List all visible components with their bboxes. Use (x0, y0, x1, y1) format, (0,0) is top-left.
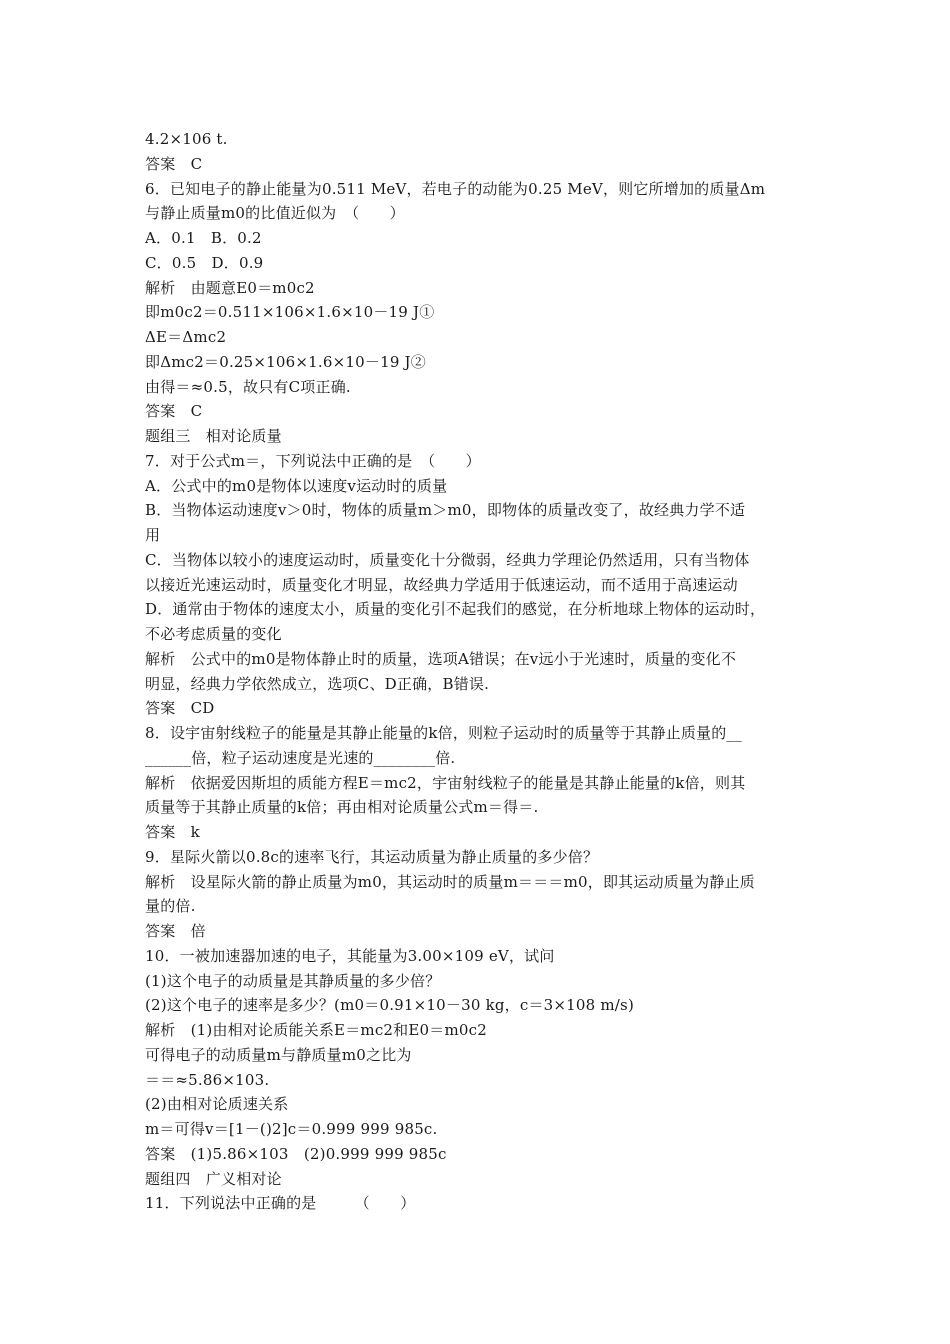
question-6-line-1: 6．已知电子的静止能量为0.511 MeV，若电子的动能为0.25 MeV，则它所增加的质量Δm (145, 179, 766, 198)
analysis-line: 即Δmc2＝0.25×106×1.6×10－19 J② (145, 352, 426, 371)
text-line: 4.2×106 t. (145, 130, 228, 148)
analysis-line: 明显，经典力学依然成立，选项C、D正确，B错误. (145, 674, 490, 693)
analysis-line: ＝＝≈5.86×103. (145, 1070, 270, 1089)
question-7-line: 7．对于公式m＝，下列说法中正确的是 （ ） (145, 451, 481, 470)
analysis-line: 解析 由题意E0＝m0c2 (145, 278, 315, 297)
answer-line: 答案 CD (145, 699, 215, 718)
question-10-line: (2)这个电子的速率是多少？(m0＝0.91×10－30 kg，c＝3×108 m/s) (145, 996, 635, 1015)
option-line: 以接近光速运动时，质量变化才明显，故经典力学适用于低速运动，而不适用于高速运动 (145, 575, 738, 594)
document-body (145, 127, 815, 1216)
analysis-line: (2)由相对论质速关系 (145, 1095, 289, 1114)
question-10-line: (1)这个电子的动质量是其静质量的多少倍？ (145, 971, 441, 990)
question-8-line: ______倍，粒子运动速度是光速的________倍. (145, 748, 456, 767)
answer-line: 答案 C (145, 402, 203, 421)
answer-line: 答案 倍 (145, 922, 206, 940)
analysis-line: m＝可得v＝[1－()2]c＝0.999 999 985c. (145, 1120, 438, 1138)
analysis-line: 质量等于其静止质量的k倍；再由相对论质量公式m＝得＝. (145, 798, 539, 817)
option-line: A．公式中的m0是物体以速度v运动时的质量 (145, 476, 448, 495)
option-line: D．通常由于物体的速度太小，质量的变化引不起我们的感觉，在分析地球上物体的运动时， (145, 600, 766, 619)
option-line: C．0.5 D．0.9 (145, 253, 264, 272)
analysis-line: 解析 (1)由相对论质能关系E＝mc2和E0＝m0c2 (145, 1021, 487, 1039)
analysis-line: 解析 设星际火箭的静止质量为m0，其运动时的质量m＝＝＝m0，即其运动质量为静止质 (145, 872, 755, 891)
analysis-line: 量的倍. (145, 897, 196, 916)
question-6-line-2: 与静止质量m0的比值近似为 （ ） (145, 204, 405, 223)
analysis-line: 由得＝≈0.5，故只有C项正确. (145, 377, 351, 396)
analysis-line: 即m0c2＝0.511×106×1.6×10－19 J① (145, 303, 435, 322)
question-9-line: 9．星际火箭以0.8c的速率飞行，其运动质量为静止质量的多少倍？ (145, 847, 599, 866)
section-heading: 题组四 广义相对论 (145, 1169, 282, 1188)
analysis-line: 解析 依据爱因斯坦的质能方程E＝mc2，宇宙射线粒子的能量是其静止能量的k倍，则其 (145, 773, 746, 792)
question-10-line: 10．一被加速器加速的电子，其能量为3.00×109 eV，试问 (145, 946, 555, 965)
option-line: C．当物体以较小的速度运动时，质量变化十分微弱，经典力学理论仍然适用，只有当物体 (145, 550, 750, 569)
answer-line: 答案 k (145, 823, 200, 841)
question-8-line: 8．设宇宙射线粒子的能量是其静止能量的k倍，则粒子运动时的质量等于其静止质量的__ (145, 724, 742, 742)
analysis-line: ΔE＝Δmc2 (145, 328, 227, 346)
option-line: 不必考虑质量的变化 (145, 625, 282, 643)
answer-line: 答案 C (145, 154, 203, 173)
analysis-line: 解析 公式中的m0是物体静止时的质量，选项A错误；在v远小于光速时，质量的变化不 (145, 649, 737, 668)
section-heading: 题组三 相对论质量 (145, 427, 282, 445)
question-11-line: 11．下列说法中正确的是 （ ） (145, 1194, 416, 1213)
analysis-line: 可得电子的动质量m与静质量m0之比为 (145, 1045, 412, 1064)
option-line: A．0.1 B．0.2 (145, 229, 262, 247)
option-line: 用 (145, 526, 161, 544)
option-line: B．当物体运动速度v＞0时，物体的质量m＞m0，即物体的质量改变了，故经典力学不适 (145, 501, 746, 520)
answer-line: 答案 (1)5.86×103 (2)0.999 999 985c (145, 1144, 447, 1163)
